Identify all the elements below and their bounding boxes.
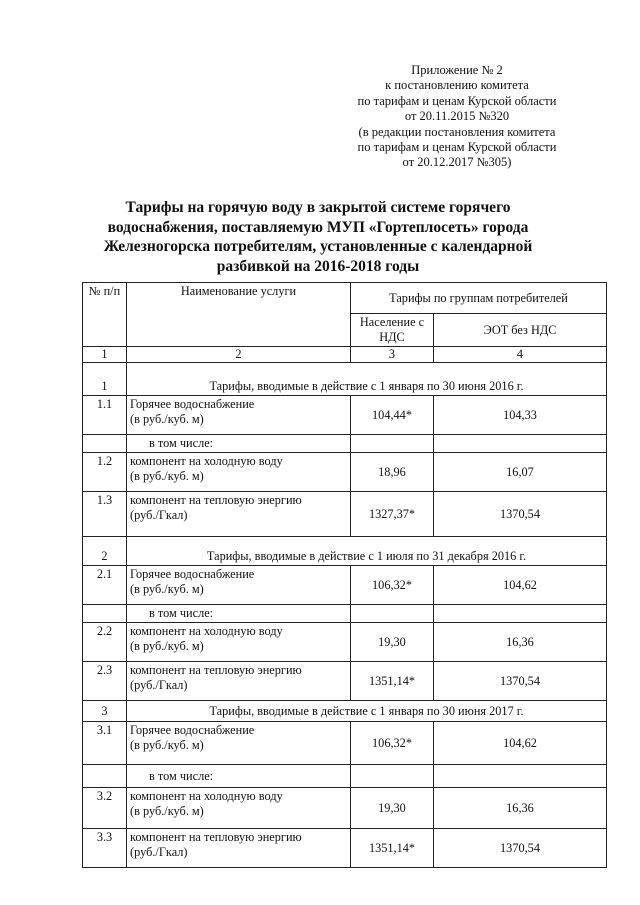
row-num: 2.3 — [83, 662, 127, 701]
row-name-line: Горячее водоснабжение — [130, 723, 255, 737]
including-label: в том числе: — [127, 435, 351, 453]
section-row — [83, 701, 607, 722]
including-row — [83, 435, 607, 453]
row-eot: 16,07 — [434, 453, 607, 492]
row-eot: 104,33 — [434, 396, 607, 435]
row-name — [127, 829, 351, 868]
row-population: 18,96 — [351, 453, 434, 492]
row-name-line: компонент на тепловую энергию — [130, 493, 302, 507]
appendix-line: (в редакции постановления комитета — [358, 124, 556, 139]
row-eot: 104,62 — [434, 566, 607, 605]
appendix-line: по тарифам и ценам Курской области — [357, 140, 557, 155]
row-num: 1.1 — [83, 396, 127, 435]
row-num: 1.3 — [83, 492, 127, 537]
table-row — [83, 722, 607, 765]
row-num: 1.2 — [83, 453, 127, 492]
index-cell: 3 — [351, 347, 434, 363]
section-title: Тарифы, вводимые в действие с 1 января по 30 июня 2016 г. — [127, 363, 607, 396]
section-title: Тарифы, вводимые в действие с 1 июля по 31 декабря 2016 г. — [127, 537, 607, 566]
row-num: 3.3 — [83, 829, 127, 868]
index-cell: 2 — [127, 347, 351, 363]
section-num: 1 — [83, 363, 127, 396]
row-population: 1327,37* — [351, 492, 434, 537]
table-row — [83, 623, 607, 662]
including-label: в том числе: — [127, 765, 351, 788]
table-row — [83, 829, 607, 868]
row-population: 19,30 — [351, 623, 434, 662]
document-title: Тарифы на горячую воду в закрытой системе горячего водоснабжения, поставляемую МУП «Гортеплосеть» города Железногорска потребителям, установленные с календарной разбивкой на 2016-2018 годы — [103, 199, 533, 275]
header-group: Тарифы по группам потребителей — [351, 283, 607, 314]
row-name-unit: (руб./Гкал) — [130, 678, 188, 692]
section-row — [83, 363, 607, 396]
row-name-line: компонент на холодную воду — [130, 624, 283, 638]
table-row — [83, 396, 607, 435]
header-population: Население с НДС — [351, 314, 434, 347]
row-population: 104,44* — [351, 396, 434, 435]
section-title: Тарифы, вводимые в действие с 1 января по 30 июня 2017 г. — [127, 701, 607, 722]
index-cell: 1 — [83, 347, 127, 363]
appendix-line: от 20.12.2017 №305) — [402, 155, 512, 170]
row-num: 3.1 — [83, 722, 127, 765]
row-population: 106,32* — [351, 566, 434, 605]
row-name — [127, 566, 351, 605]
row-name-unit: (руб./Гкал) — [130, 508, 188, 522]
row-name-unit: (в руб./куб. м) — [130, 582, 204, 596]
tariff-table — [82, 282, 607, 868]
row-name-unit: (руб./Гкал) — [130, 845, 188, 859]
row-name-unit: (в руб./куб. м) — [130, 469, 204, 483]
row-name-unit: (в руб./куб. м) — [130, 738, 204, 752]
table-row — [83, 788, 607, 829]
row-eot: 1370,54 — [434, 662, 607, 701]
header-name: Наименование услуги — [127, 283, 351, 347]
section-num: 2 — [83, 537, 127, 566]
row-num: 2.2 — [83, 623, 127, 662]
including-row — [83, 765, 607, 788]
row-eot: 1370,54 — [434, 829, 607, 868]
row-name — [127, 662, 351, 701]
appendix-line: по тарифам и ценам Курской области — [357, 93, 557, 108]
header-eot: ЭОТ без НДС — [434, 314, 607, 347]
row-num: 2.1 — [83, 566, 127, 605]
row-name-line: Горячее водоснабжение — [130, 397, 255, 411]
row-name-unit: (в руб./куб. м) — [130, 804, 204, 818]
row-name — [127, 623, 351, 662]
row-name — [127, 722, 351, 765]
row-name-line: компонент на тепловую энергию — [130, 663, 302, 677]
table-row — [83, 453, 607, 492]
row-name-unit: (в руб./куб. м) — [130, 412, 204, 426]
appendix-line: Приложение № 2 — [411, 63, 503, 77]
row-eot: 16,36 — [434, 623, 607, 662]
row-eot: 16,36 — [434, 788, 607, 829]
row-name-unit: (в руб./куб. м) — [130, 639, 204, 653]
index-cell: 4 — [434, 347, 607, 363]
header-num: № п/п — [83, 283, 127, 347]
index-row — [83, 347, 607, 363]
row-eot: 104,62 — [434, 722, 607, 765]
row-name-line: компонент на холодную воду — [130, 454, 283, 468]
row-name-line: Горячее водоснабжение — [130, 567, 255, 581]
row-name — [127, 788, 351, 829]
row-name — [127, 453, 351, 492]
section-row — [83, 537, 607, 566]
row-name-line: компонент на тепловую энергию — [130, 830, 302, 844]
appendix-note — [336, 63, 578, 171]
row-num: 3.2 — [83, 788, 127, 829]
row-population: 106,32* — [351, 722, 434, 765]
table-row — [83, 566, 607, 605]
row-population: 19,30 — [351, 788, 434, 829]
row-population: 1351,14* — [351, 829, 434, 868]
row-name — [127, 492, 351, 537]
table-row — [83, 662, 607, 701]
header-row — [83, 283, 607, 314]
including-row — [83, 605, 607, 623]
row-eot: 1370,54 — [434, 492, 607, 537]
section-num: 3 — [83, 701, 127, 722]
row-population: 1351,14* — [351, 662, 434, 701]
appendix-line: к постановлению комитета — [385, 78, 529, 93]
including-label: в том числе: — [127, 605, 351, 623]
row-name — [127, 396, 351, 435]
table-row — [83, 492, 607, 537]
row-name-line: компонент на холодную воду — [130, 789, 283, 803]
appendix-line: от 20.11.2015 №320 — [404, 109, 510, 124]
